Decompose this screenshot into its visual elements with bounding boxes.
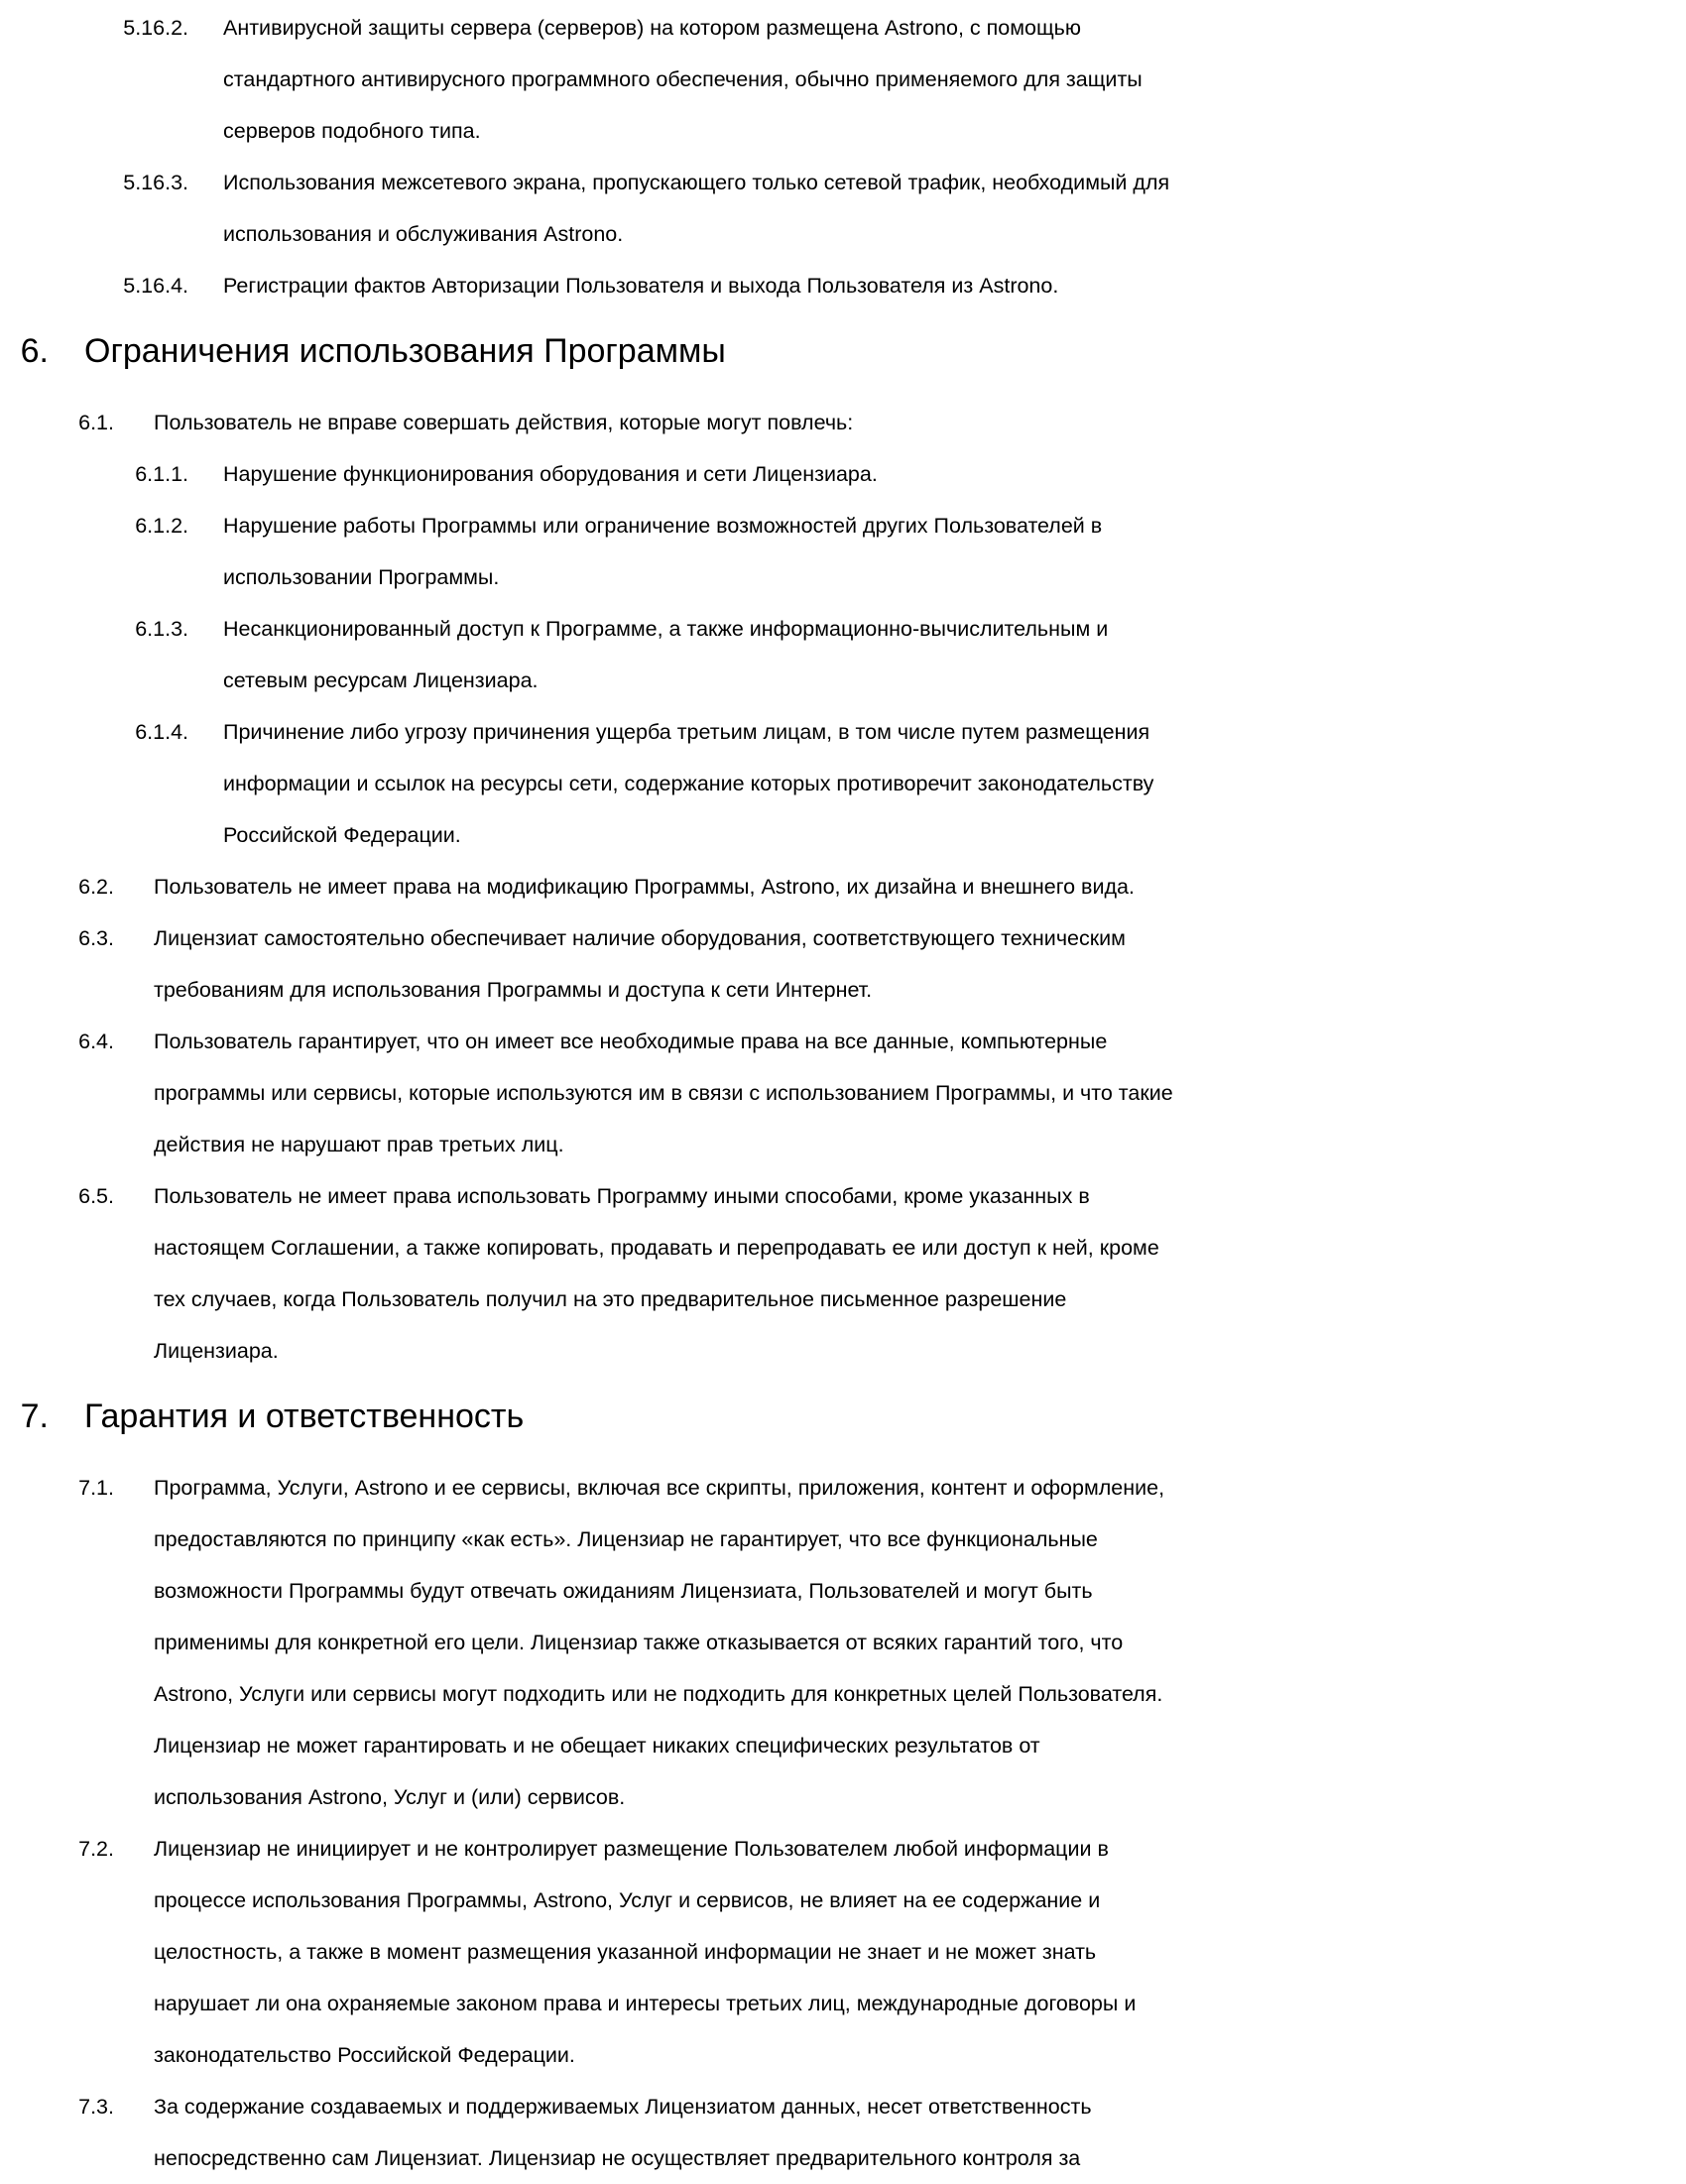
clause-number: 5.16.2.: [123, 16, 188, 40]
clause-text: Нарушение работы Программы или ограничение возможностей других Пользователей в использовании Программы.: [223, 514, 1103, 589]
clause-text: Лицензиат самостоятельно обеспечивает наличие оборудования, соответствующего техническим требованиям для использования Программы и доступа к сети Интернет.: [154, 926, 1126, 1002]
clause-item: [0, 500, 1686, 603]
section-heading-text: Ограничения использования Программы: [84, 332, 726, 370]
clause-number: 6.1.1.: [135, 462, 188, 486]
clause-item: [0, 2, 1686, 157]
clause-number: 7.2.: [78, 1837, 114, 1861]
section-heading-number: 6.: [20, 332, 49, 370]
clause-item: [0, 260, 1686, 311]
clause-item: [0, 448, 1686, 500]
clause-text: Причинение либо угрозу причинения ущерба третьим лицам, в том числе путем размещения информации и ссылок на ресурсы сети, содержание которых противоречит законодательству Российской Федерации.: [223, 720, 1154, 847]
clause-text: Пользователь не имеет права на модификацию Программы, Astrono, их дизайна и внешнего вида.: [154, 875, 1135, 899]
clause-number: 5.16.3.: [123, 171, 188, 194]
clause-item: [0, 603, 1686, 706]
clause-text: Лицензиар не инициирует и не контролирует размещение Пользователем любой информации в процессе использования Программы, Astrono, Услуг и сервисов, не влияет на ее содержание и целостность, а также в момент размещения указанной информации не знает и не может знать нарушает ли она охраняемые законом права и интересы третьих лиц, международные договоры и законодательство Российской Федерации.: [154, 1837, 1137, 2067]
clause-item: [0, 397, 1686, 448]
clause-item: [0, 2081, 1686, 2184]
clause-item: [0, 157, 1686, 260]
clause-number: 6.5.: [78, 1184, 114, 1208]
clause-text: Нарушение функционирования оборудования и сети Лицензиара.: [223, 462, 878, 486]
clause-number: 5.16.4.: [123, 274, 188, 298]
clause-number: 7.3.: [78, 2095, 114, 2119]
clause-text: Антивирусной защиты сервера (серверов) на котором размещена Astrono, с помощью стандартного антивирусного программного обеспечения, обычно применяемого для защиты серверов подобного типа.: [223, 16, 1143, 143]
clause-text: За содержание создаваемых и поддерживаемых Лицензиатом данных, несет ответственность непосредственно сам Лицензиат. Лицензиар не осуществляет предварительного контроля за: [154, 2095, 1092, 2170]
clause-text: Пользователь гарантирует, что он имеет все необходимые права на все данные, компьютерные программы или сервисы, которые используются им в связи с использованием Программы, и что такие действия не нарушают прав третьих лиц.: [154, 1030, 1173, 1156]
clause-number: 6.1.3.: [135, 617, 188, 641]
section-heading: [0, 323, 1686, 379]
clause-text: Несанкционированный доступ к Программе, а также информационно-вычислительным и сетевым ресурсам Лицензиара.: [223, 617, 1109, 692]
clause-text: Пользователь не имеет права использовать Программу иными способами, кроме указанных в настоящем Соглашении, а также копировать, продавать и перепродавать ее или доступ к ней, кроме тех случаев, когда Пользователь получил на это предварительное письменное разрешение Лицензиара.: [154, 1184, 1159, 1363]
clause-text: Использования межсетевого экрана, пропускающего только сетевой трафик, необходимый для использования и обслуживания Astrono.: [223, 171, 1170, 246]
clause-number: 6.4.: [78, 1030, 114, 1053]
clause-text: Пользователь не вправе совершать действия, которые могут повлечь:: [154, 411, 854, 434]
section-heading-text: Гарантия и ответственность: [84, 1397, 525, 1435]
section-heading-number: 7.: [20, 1397, 49, 1435]
section-heading: [0, 1389, 1686, 1444]
clause-item: [0, 912, 1686, 1016]
clause-item: [0, 1016, 1686, 1170]
clause-item: [0, 1462, 1686, 1823]
clause-number: 6.2.: [78, 875, 114, 899]
clause-number: 6.1.2.: [135, 514, 188, 538]
clause-number: 6.3.: [78, 926, 114, 950]
clause-number: 6.1.4.: [135, 720, 188, 744]
clause-number: 7.1.: [78, 1476, 114, 1500]
clause-item: [0, 706, 1686, 861]
clause-text: Регистрации фактов Авторизации Пользователя и выхода Пользователя из Astrono.: [223, 274, 1059, 298]
clause-text: Программа, Услуги, Astrono и ее сервисы, включая все скрипты, приложения, контент и оформление, предоставляются по принципу «как есть». Лицензиар не гарантирует, что все функциональные возможности Программы будут отвечать ожиданиям Лицензиата, Пользователей и могут быть применимы для конкретной его цели. Лицензиар также отказывается от всяких гарантий того, что Astrono, Услуги или сервисы могут подходить или не подходить для конкретных целей Пользователя. Лицензиар не может гарантировать и не обещает никаких специфических результатов от использования Astrono, Услуг и (или) сервисов.: [154, 1476, 1165, 1809]
clause-item: [0, 1823, 1686, 2081]
clause-item: [0, 861, 1686, 912]
clause-item: [0, 1170, 1686, 1377]
clause-number: 6.1.: [78, 411, 114, 434]
